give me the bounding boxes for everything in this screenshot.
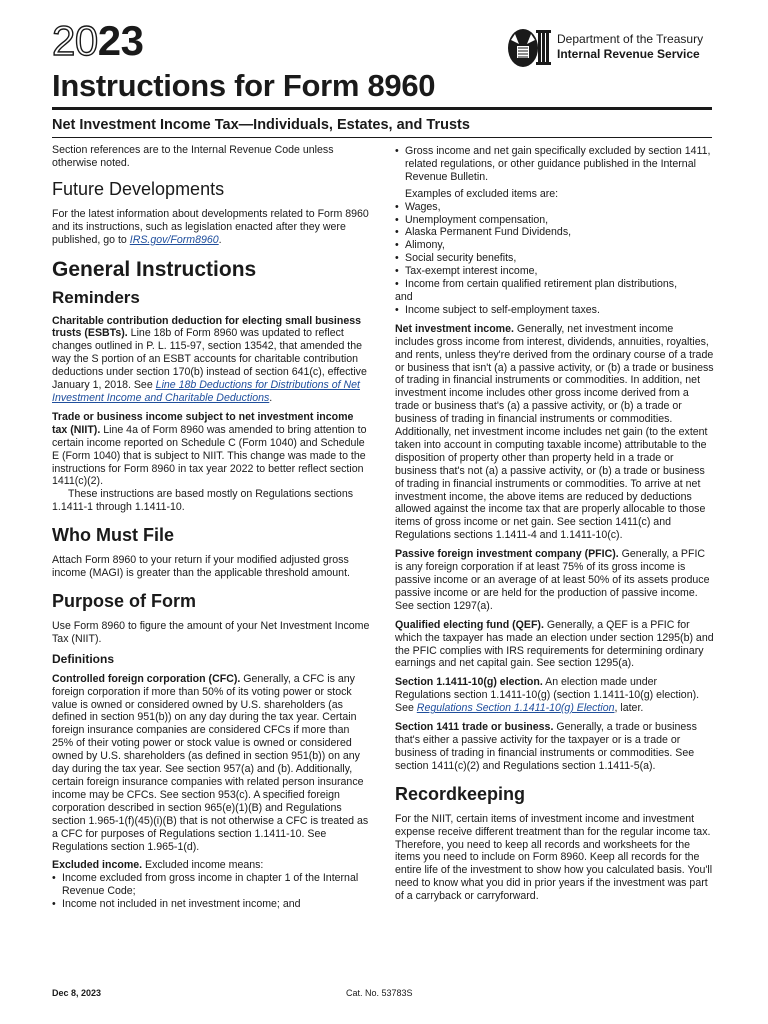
election-head: Section 1.1411-10(g) election. (395, 676, 543, 689)
purpose-heading: Purpose of Form (52, 590, 197, 611)
election-end: , later. (614, 702, 644, 715)
who-must-file-heading: Who Must File (52, 525, 174, 546)
section1411-paragraph (395, 721, 715, 773)
nii-text: Generally, net investment income includes gross income from interest, dividends, annuities, royalties, and rents, unless they're derived from the ordinary course of a trade or business that isn't (a) a passive activity, or (b) a trade or business of trading in financial instruments or commodities. In addition, net investment income includes other gross income derived from a trade or business that's (a) a passive activity, or (b) a trade or business of trading in financial instruments or commodities. Additionally, net investment income includes net gain (to the extent taken into account in computing taxable income) attributable to the disposition of property other than property held in a trade or business that's not (a) a passive activity, or (b) a trade or business of trading in financial instruments or commodities. To arrive at net investment income, the above items are reduced by deductions allowed against the income tax that are properly allocable to those items of gross income or net gain. See section 1411(c) and Regulations sections 1.1411-4 and 1.1411-10(c). (395, 322, 714, 542)
election-text: An election made under Regulations section 1.1411-10(g) (section 1.1411-10(g) election). See (395, 676, 700, 715)
excluded-list-continued (395, 145, 715, 184)
purpose-text: Use Form 8960 to figure the amount of your Net Investment Income Tax (NIIT). (52, 619, 370, 645)
subtitle-divider (52, 137, 712, 138)
year-prefix: 20 (52, 17, 98, 64)
department-label (557, 32, 703, 62)
examples-intro: Examples of excluded items are: (405, 187, 559, 200)
cfc-paragraph (52, 673, 370, 854)
excluded-head: Excluded income. (52, 859, 143, 872)
and-text: and (395, 290, 413, 303)
examples-list-last (395, 304, 715, 317)
list-item: • Unemployment compensation, (395, 214, 715, 227)
nii-paragraph (395, 323, 715, 542)
agency-name: Internal Revenue Service (557, 47, 700, 61)
qef-paragraph (395, 619, 715, 671)
recordkeeping-text: For the NIIT, certain items of investment income and investment expense receive different treatment than for the regular income tax. Therefore, you need to keep all records and worksheets for the items you need to include on Form 8960. Keep all records for the entire life of the investment to show how you calculated basis. You'll need to know what you did in prior years if the investment was part of a carryback or carryforward. (395, 812, 713, 903)
future-developments-text (52, 208, 370, 247)
footer-date: Dec 8, 2023 (52, 988, 102, 998)
recordkeeping-heading: Recordkeeping (395, 783, 526, 804)
pfic-head: Passive foreign investment company (PFIC). (395, 548, 619, 561)
left-column (52, 144, 370, 911)
page-subtitle: Net Investment Income Tax—Individuals, Estates, and Trusts (52, 117, 470, 133)
future-developments-heading: Future Developments (52, 178, 225, 199)
section1411-head: Section 1411 trade or business. (395, 721, 554, 734)
section1411-text: Generally, a trade or business that's either a passive activity for the taxpayer or is a trade or business of trading in financial instruments or commodities. See section 1411(c)(2) and Regulations section 1.1411-5(a). (395, 721, 697, 772)
list-item: • Income excluded from gross income in chapter 1 of the Internal Revenue Code; (52, 872, 370, 898)
list-item: • Social security benefits, (395, 252, 715, 265)
irs-eagle-logo-icon (505, 26, 553, 70)
excluded-text: Excluded income means: (142, 859, 264, 872)
nii-head: Net investment income. (395, 322, 514, 335)
charitable-head: Charitable contribution deduction for electing small business trusts (ESBTs). (52, 314, 362, 340)
excluded-list (52, 872, 370, 911)
trade-text: Line 4a of Form 8960 was amended to bring attention to certain income reported on Schedule C (Form 1040) and Schedule E (Form 1040) that is subject to NIIT. This change was made to the instructions for Form 8960 in tax year 2022 to better reflect section 1411(c)(2). (52, 423, 367, 488)
who-must-file-text: Attach Form 8960 to your return if your modified adjusted gross income (MAGI) is greater than the applicable threshold amount. (52, 554, 350, 580)
page-title: Instructions for Form 8960 (52, 68, 436, 103)
list-item: • Gross income and net gain specifically excluded by section 1411, related regulations, or other guidance published in the Internal Revenue Bulletin. (395, 145, 715, 184)
charitable-paragraph (52, 315, 370, 405)
definitions-heading: Definitions (52, 651, 114, 666)
reminders-heading: Reminders (52, 287, 140, 307)
pfic-paragraph (395, 548, 715, 613)
election-paragraph (395, 676, 715, 715)
title-divider (52, 107, 712, 110)
trade-paragraph (52, 411, 370, 488)
list-item: • Income not included in net investment income; and (52, 898, 370, 911)
charitable-end: . (269, 391, 273, 404)
future-text: For the latest information about developments related to Form 8960 and its instructions, such as legislation enacted after they were published, go to (52, 207, 369, 246)
department-name: Department of the Treasury (557, 32, 704, 46)
cfc-text: Generally, a CFC is any foreign corporation if more than 50% of its voting power or stock value is owned or considered owned by U.S. shareholders (as defined in section 951(b)) on any day during the tax year. Certain foreign insurance companies are considered CFCs if more than 25% of their voting power or stock value is owned or considered owned by U.S. shareholders (as defined in section 951(b)) on any day during the tax year. See section 957(a) and (b). Additionally, certain foreign insurance companies with related person insurance income may be CFCs. See section 953(c). A specified foreign corporation described in section 965(e)(1)(B) and Regulations section 1.965-1(f)(45)(i)(B) that is not otherwise a CFC is treated as a CFC for purposes of Regulations section 1.1411-10. See Regulations section 1.965-1(d). (52, 672, 369, 853)
excluded-paragraph (52, 859, 370, 872)
line18b-link[interactable]: Line 18b Deductions for Distributions of Net Investment Income and Charitable Deductions (52, 379, 361, 404)
list-item: • Alimony, (395, 239, 715, 252)
qef-text: Generally, a QEF is a PFIC for which the taxpayer has made an election under section 1295(b) and the PFIC complies with IRS requirements for determining ordinary earnings and net capital gain. See section 1295(a). (395, 618, 714, 670)
catalog-number: Cat. No. 53783S (346, 988, 413, 998)
list-item: • Alaska Permanent Fund Dividends, (395, 226, 715, 239)
year-label (52, 17, 144, 64)
cfc-head: Controlled foreign corporation (CFC). (52, 672, 241, 685)
list-item: • Tax-exempt interest income, (395, 265, 715, 278)
pfic-text: Generally, a PFIC is any foreign corporation if at least 75% of its gross income is passive income or an average of at least 50% of its assets produce passive income or are held for the production of passive income. See section 1297(a). (395, 548, 710, 612)
year-suffix: 23 (97, 17, 144, 64)
irs-form8960-link[interactable]: IRS.gov/Form8960 (129, 233, 219, 246)
based-text: These instructions are based mostly on Regulations sections 1.1411-1 through 1.1411-10. (52, 488, 354, 514)
charitable-text: Line 18b of Form 8960 was updated to reflect changes outlined in P. L. 115-97, section 13542, that amended the way the S portion of an ESBT accounts for charitable contribution deductions under section 170(b) instead of section 641(c), effective January 1, 2018. See (52, 327, 367, 392)
list-item: • Wages, (395, 201, 715, 214)
list-item: • Income from certain qualified retirement plan distributions, (395, 278, 715, 291)
list-item: • Income subject to self-employment taxes. (395, 304, 715, 317)
intro-text: Section references are to the Internal Revenue Code unless otherwise noted. (52, 144, 334, 169)
future-text-end: . (218, 233, 222, 246)
qef-head: Qualified electing fund (QEF). (395, 618, 544, 631)
right-column (395, 145, 715, 909)
election-link[interactable]: Regulations Section 1.1411-10(g) Election (416, 702, 615, 715)
general-instructions-heading: General Instructions (52, 257, 257, 281)
examples-list (395, 201, 715, 291)
trade-head: Trade or business income subject to net investment income tax (NIIT). (52, 410, 354, 436)
